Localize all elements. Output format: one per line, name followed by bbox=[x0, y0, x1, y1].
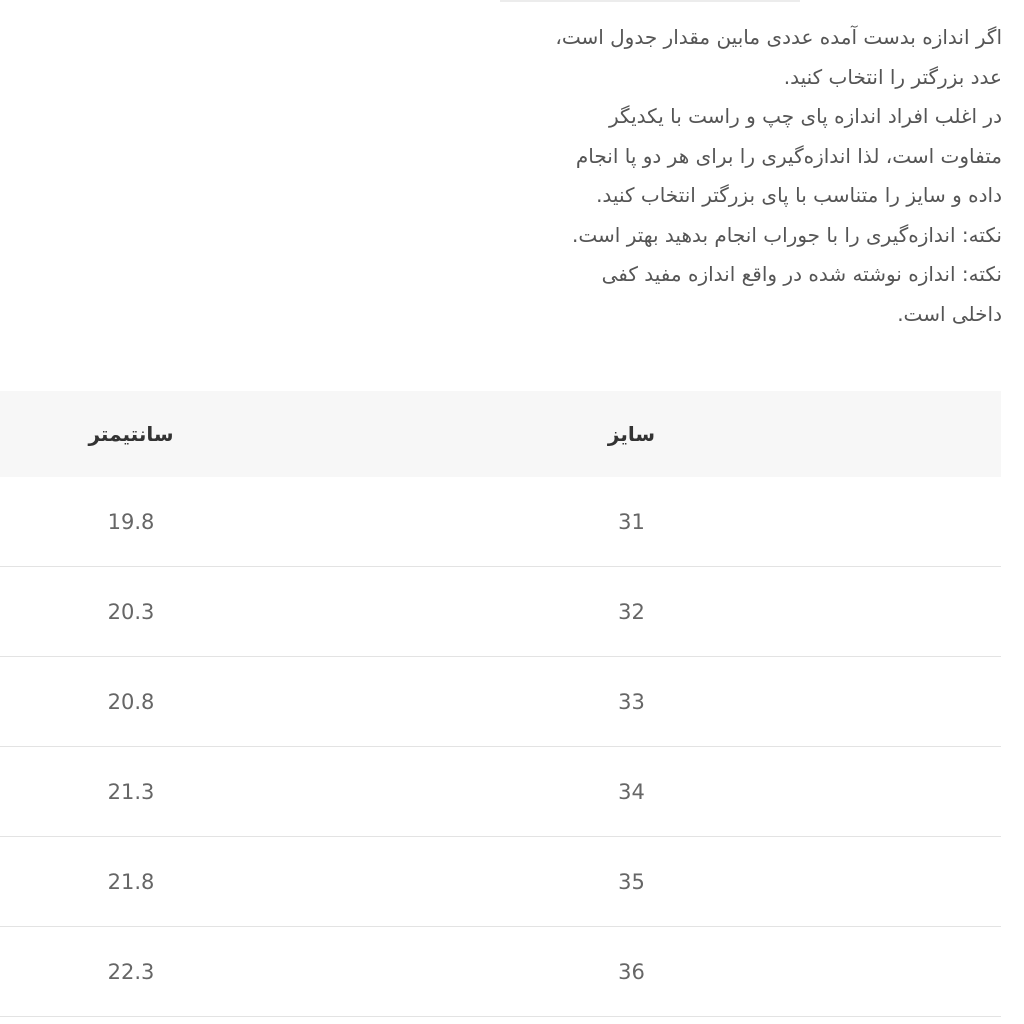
cell-centimeter: 22.3 bbox=[0, 927, 262, 1017]
instruction-line: در اغلب افراد اندازه پای چپ و راست با یکدیگر bbox=[609, 104, 1002, 128]
cell-size: 32 bbox=[262, 567, 1001, 657]
size-chart-table bbox=[0, 391, 1001, 1017]
header-centimeter: سانتیمتر bbox=[0, 391, 262, 477]
top-divider bbox=[500, 0, 800, 2]
table-row bbox=[0, 747, 1001, 837]
instruction-line: عدد بزرگتر را انتخاب کنید. bbox=[783, 64, 1002, 89]
table-row bbox=[0, 837, 1001, 927]
header-size: سایز bbox=[262, 391, 1001, 477]
table-row bbox=[0, 927, 1001, 1017]
cell-centimeter: 20.3 bbox=[0, 567, 262, 657]
table-header-row bbox=[0, 391, 1001, 477]
instruction-line: داده و سایز را متناسب با پای بزرگتر انتخاب کنید. bbox=[596, 183, 1002, 207]
instruction-line: اگر اندازه بدست آمده عددی مابین مقدار جدول است، bbox=[555, 25, 1002, 49]
cell-size: 34 bbox=[262, 747, 1001, 837]
table-row bbox=[0, 657, 1001, 747]
cell-centimeter: 20.8 bbox=[0, 657, 262, 747]
cell-size: 36 bbox=[262, 927, 1001, 1017]
table-row bbox=[0, 567, 1001, 657]
cell-centimeter: 21.3 bbox=[0, 747, 262, 837]
table-row bbox=[0, 477, 1001, 567]
cell-centimeter: 21.8 bbox=[0, 837, 262, 927]
instruction-line: داخلی است. bbox=[897, 301, 1002, 326]
instruction-line: نکته: اندازه نوشته شده در واقع اندازه مفید کفی bbox=[601, 262, 1002, 286]
cell-centimeter: 19.8 bbox=[0, 477, 262, 567]
cell-size: 33 bbox=[262, 657, 1001, 747]
size-guide-instructions bbox=[462, 18, 1002, 334]
instruction-line: نکته: اندازه‌گیری را با جوراب انجام بدهید بهتر است. bbox=[572, 222, 1002, 247]
instruction-line: متفاوت است، لذا اندازه‌گیری را برای هر دو پا انجام bbox=[575, 143, 1002, 168]
cell-size: 35 bbox=[262, 837, 1001, 927]
cell-size: 31 bbox=[262, 477, 1001, 567]
